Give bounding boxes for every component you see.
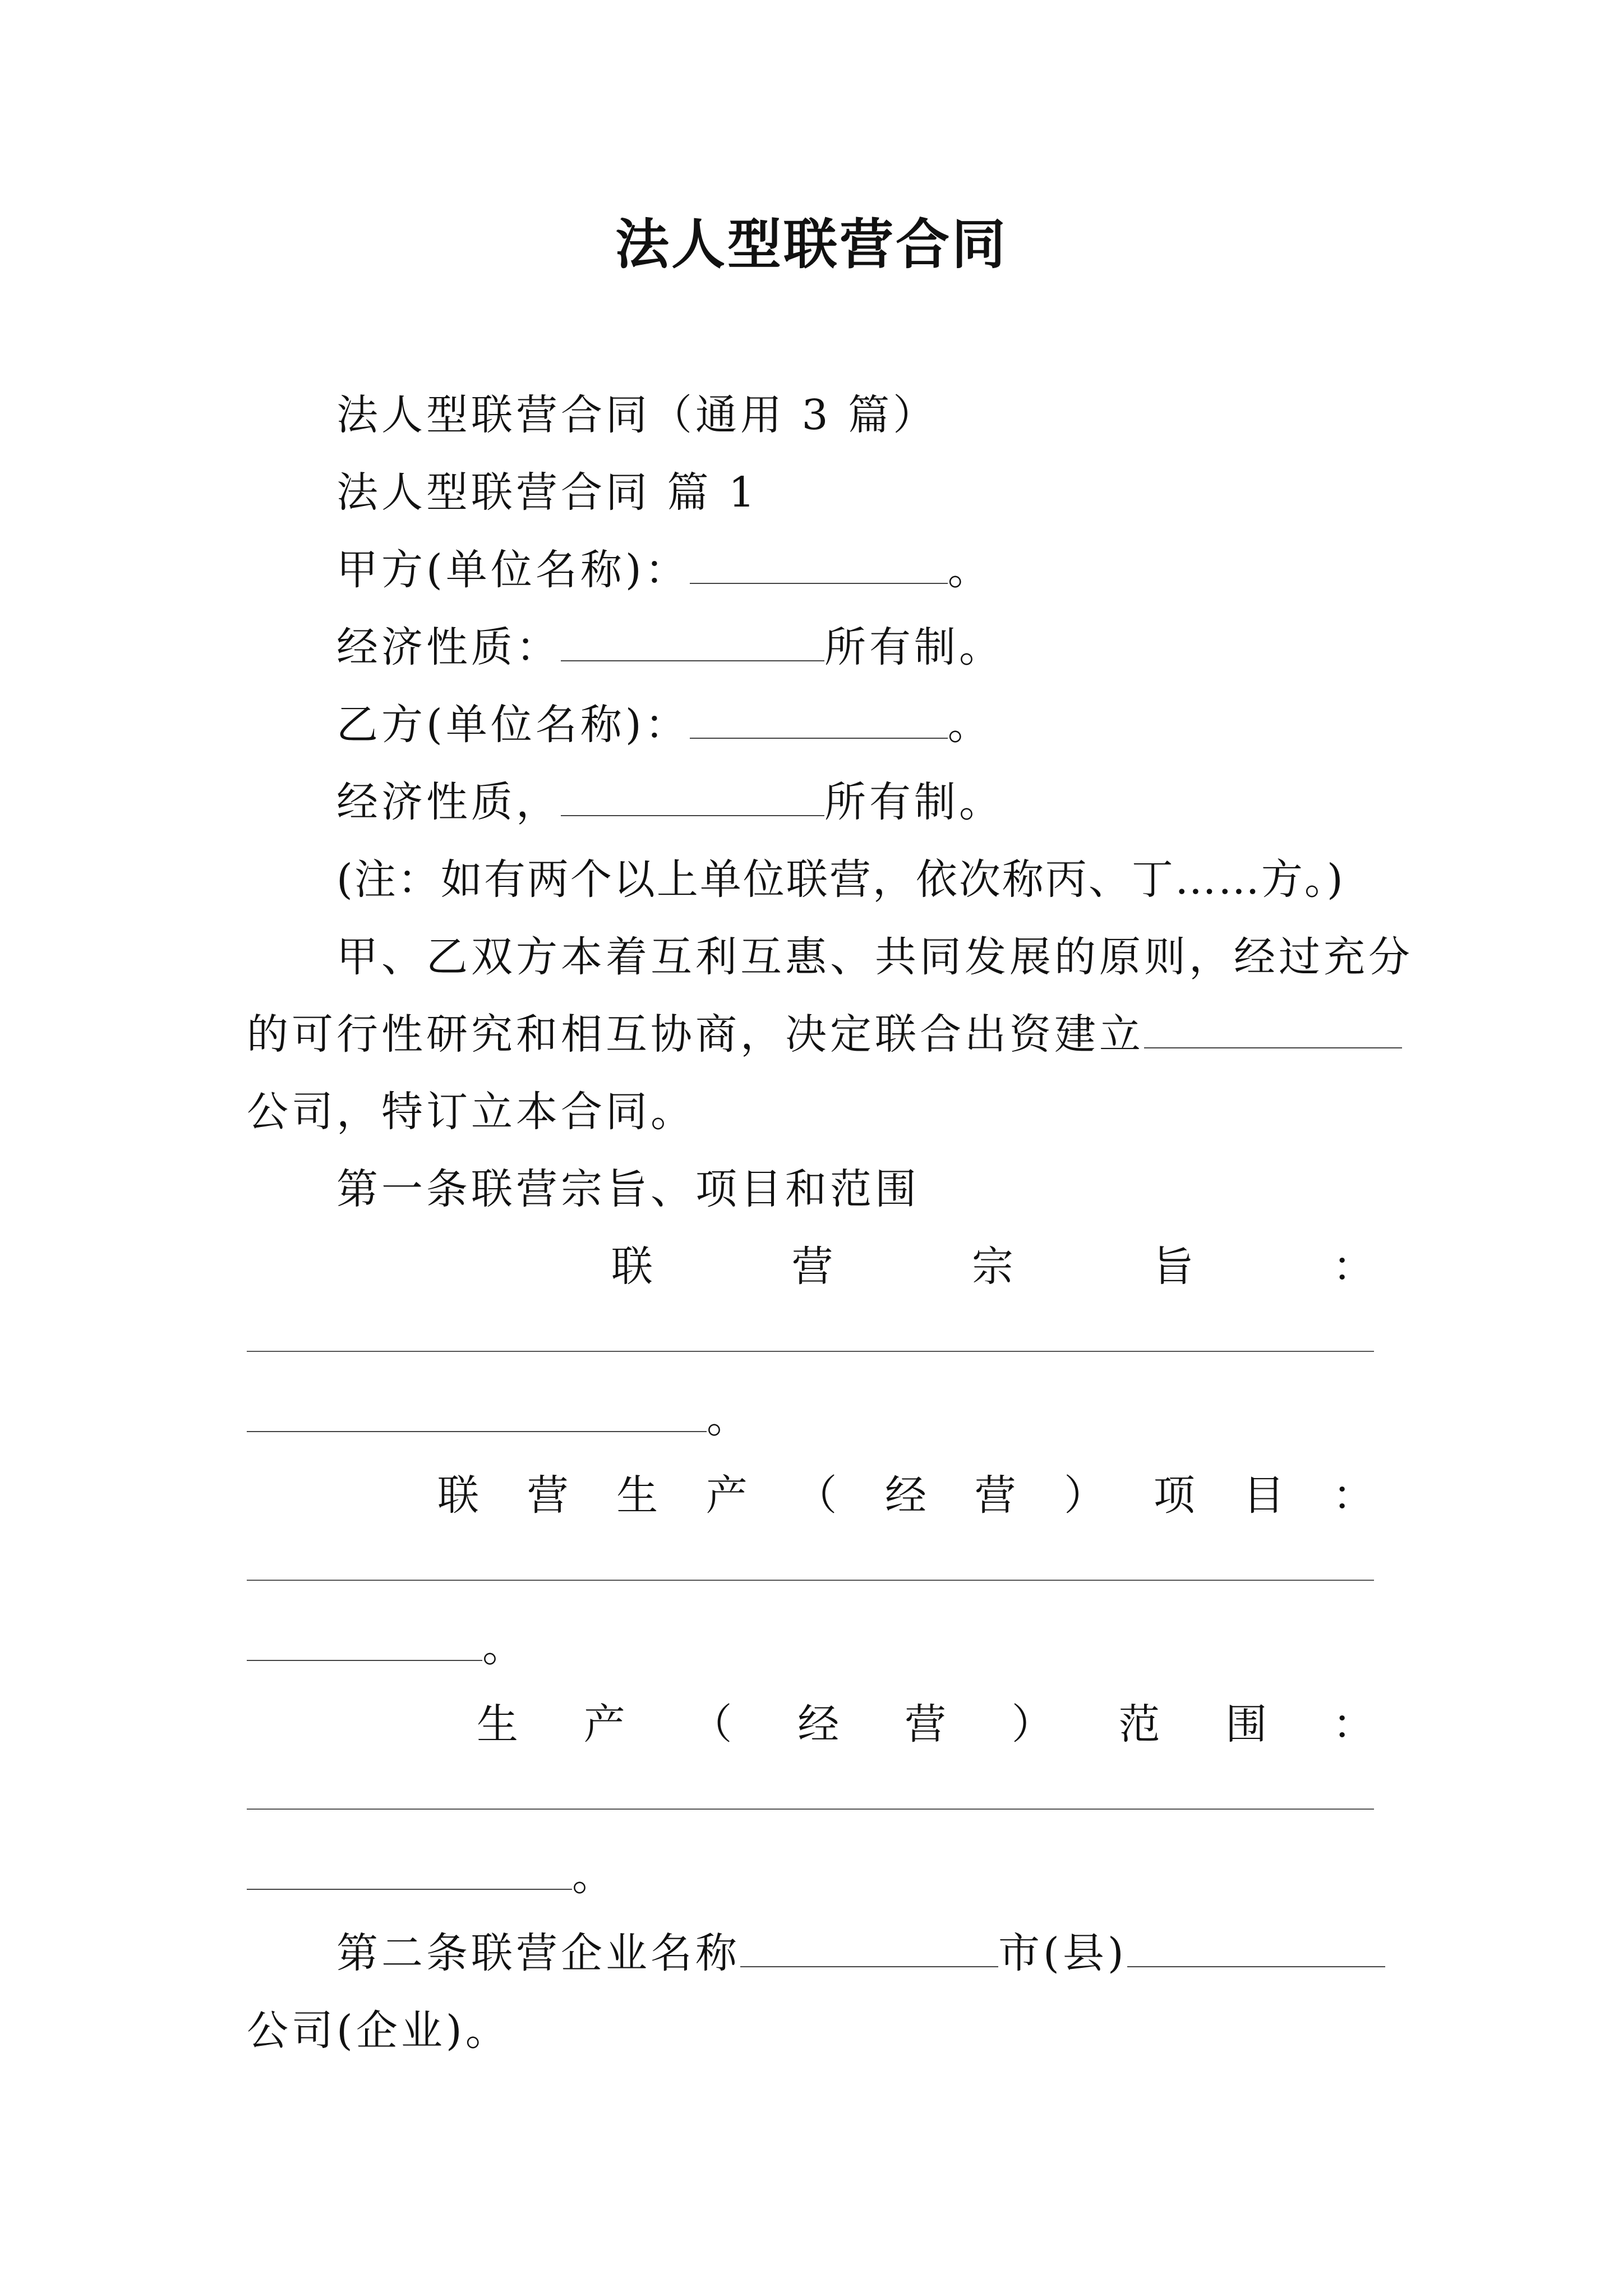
spaced-char: 宗 xyxy=(972,1243,1013,1291)
spaced-char: 目 xyxy=(1243,1471,1285,1520)
scope-blank-end xyxy=(247,1848,617,1904)
project-blank[interactable] xyxy=(247,1625,482,1661)
party-a-line xyxy=(336,542,993,598)
economic-nature-a-line xyxy=(336,619,1004,675)
paragraph-line xyxy=(247,1006,1402,1062)
spaced-char: 经 xyxy=(884,1471,926,1520)
note-line: (注：如有两个以上单位联营，依次称丙、丁……方。) xyxy=(336,855,1345,904)
part-heading: 法人型联营合同 篇 1 xyxy=(336,468,759,517)
enterprise-name-blank[interactable] xyxy=(740,1931,998,1967)
paragraph-line: 公司，特订立本合同。 xyxy=(247,1088,695,1136)
economic-nature-label: 经济性质： xyxy=(336,623,561,671)
party-b-line xyxy=(336,697,993,753)
spaced-char: 范 xyxy=(1118,1700,1160,1749)
spaced-char: 旨 xyxy=(1152,1243,1194,1291)
spaced-char: 联 xyxy=(611,1243,653,1291)
party-a-label: 甲方(单位名称)： xyxy=(336,546,690,594)
article2-line xyxy=(336,1925,1385,1981)
period: 。 xyxy=(572,1852,617,1900)
spaced-char: 生 xyxy=(616,1471,658,1520)
article2-label: 第二条联营企业名称 xyxy=(336,1929,740,1977)
page-title: 法人型联营合同 xyxy=(615,213,1008,276)
spaced-char: （ xyxy=(795,1471,837,1520)
period: 。 xyxy=(707,1394,751,1442)
period: 。 xyxy=(947,546,993,594)
scope-blank[interactable] xyxy=(247,1854,572,1890)
company-name-blank[interactable] xyxy=(1144,1013,1402,1048)
party-b-label: 乙方(单位名称)： xyxy=(336,701,690,749)
spaced-char: ） xyxy=(1064,1471,1106,1520)
scope-blank-line[interactable] xyxy=(247,1809,1374,1810)
spaced-char: 联 xyxy=(437,1471,479,1520)
company-label: 公司(企业)。 xyxy=(247,2007,510,2055)
project-blank-line[interactable] xyxy=(247,1580,1374,1581)
spaced-char: ： xyxy=(1332,1700,1374,1749)
scope-label xyxy=(477,1696,1374,1752)
period: 。 xyxy=(947,701,993,749)
spaced-char: ： xyxy=(1332,1243,1374,1291)
spaced-char: 营 xyxy=(974,1471,1016,1520)
economic-nature-b-line xyxy=(336,774,1004,830)
spaced-char: 产 xyxy=(706,1471,748,1520)
city-company-blank[interactable] xyxy=(1127,1931,1385,1967)
article-heading: 第一条联营宗旨、项目和范围 xyxy=(336,1165,920,1213)
paragraph-text: 的可行性研究和相互协商，决定联合出资建立 xyxy=(247,1010,1144,1059)
party-b-name-blank[interactable] xyxy=(690,703,948,739)
city-label: 市(县) xyxy=(998,1929,1127,1977)
project-label xyxy=(437,1467,1374,1524)
spaced-char: 生 xyxy=(477,1700,518,1749)
paragraph-line: 甲、乙双方本着互利互惠、共同发展的原则，经过充分 xyxy=(336,933,1413,981)
ownership-label: 所有制。 xyxy=(824,778,1004,826)
spaced-char: 围 xyxy=(1225,1700,1267,1749)
spaced-char: 项 xyxy=(1153,1471,1195,1520)
purpose-blank-end xyxy=(247,1390,751,1446)
economic-nature-b-blank[interactable] xyxy=(561,780,824,816)
subtitle: 法人型联营合同（通用 3 篇） xyxy=(336,391,938,439)
spaced-char: 经 xyxy=(797,1700,840,1749)
spaced-char: 营 xyxy=(527,1471,569,1520)
economic-nature-label: 经济性质， xyxy=(336,778,561,826)
project-blank-end xyxy=(247,1619,527,1675)
spaced-char: 产 xyxy=(583,1700,625,1749)
purpose-blank[interactable] xyxy=(247,1396,707,1432)
purpose-label xyxy=(611,1239,1374,1295)
party-a-name-blank[interactable] xyxy=(690,548,948,584)
spaced-char: ） xyxy=(1011,1700,1053,1749)
spaced-char: 营 xyxy=(791,1243,833,1291)
spaced-char: （ xyxy=(690,1700,732,1749)
ownership-label: 所有制。 xyxy=(824,623,1004,671)
spaced-char: 营 xyxy=(905,1700,946,1749)
spaced-char: ： xyxy=(1332,1471,1374,1520)
purpose-blank-line[interactable] xyxy=(247,1351,1374,1352)
economic-nature-a-blank[interactable] xyxy=(561,625,824,661)
period: 。 xyxy=(482,1623,527,1671)
